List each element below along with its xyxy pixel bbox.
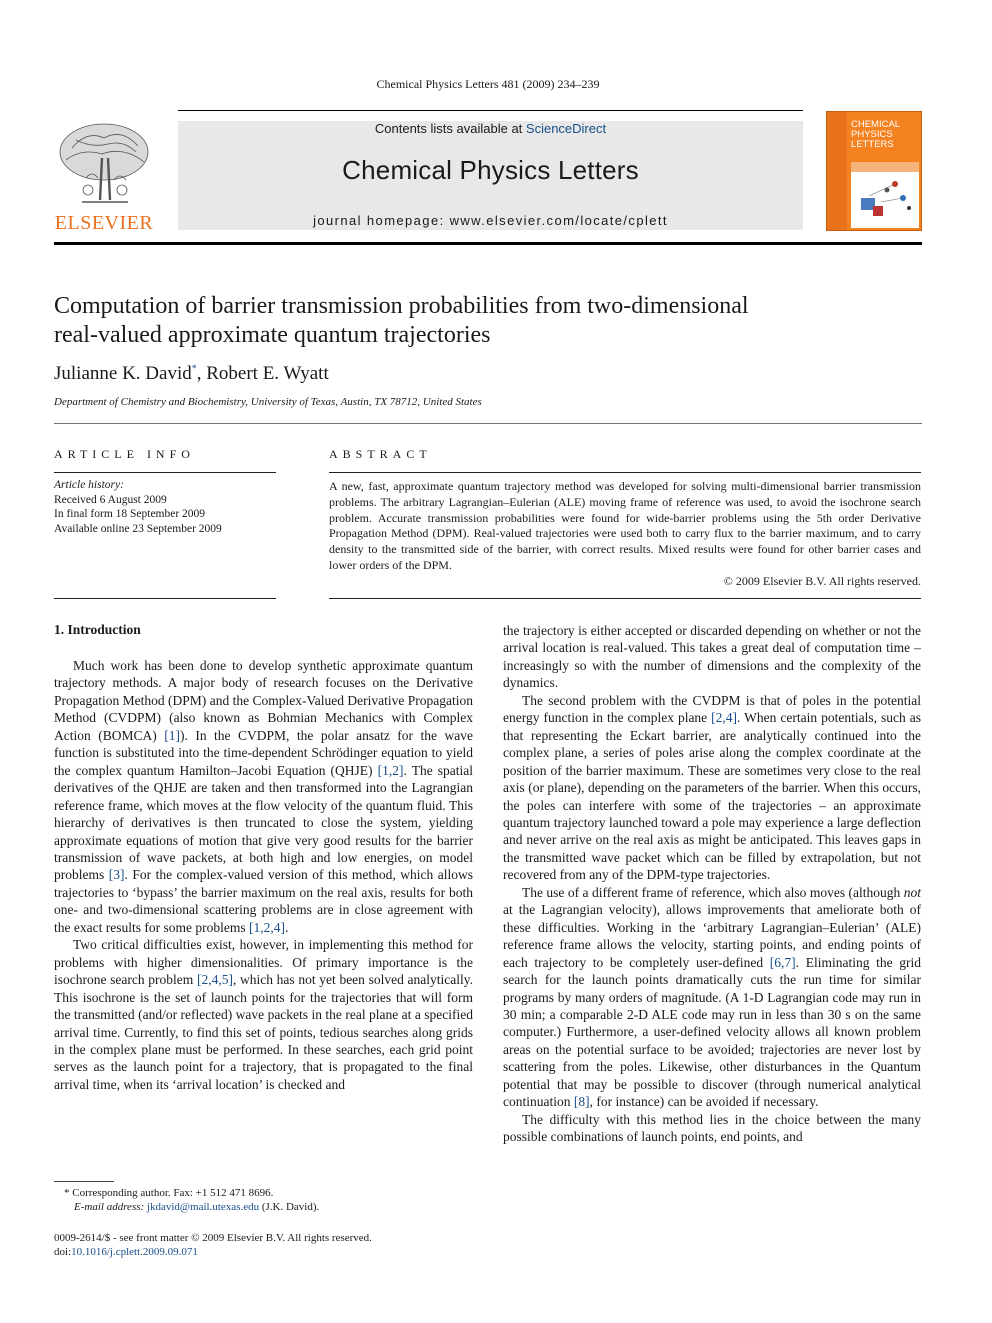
author-list — [54, 363, 329, 385]
masthead-bottom-rule — [54, 242, 922, 245]
citation-link[interactable]: [2,4] — [711, 710, 738, 726]
corresponding-author-note: Corresponding author. Fax: +1 512 471 8696. — [72, 1187, 274, 1199]
journal-title[interactable]: Chemical Physics Letters — [342, 155, 639, 185]
abstract-rule — [329, 472, 921, 473]
email-label: E-mail address: — [74, 1201, 147, 1213]
contents-line — [178, 121, 803, 136]
article-info-heading: ARTICLE INFO — [54, 447, 195, 461]
issn-line: 0009-2614/$ - see front matter © 2009 Elsevier B.V. All rights reserved. — [54, 1232, 372, 1244]
contents-prefix: Contents lists available at — [374, 121, 526, 136]
sciencedirect-link[interactable]: ScienceDirect — [525, 121, 607, 136]
paragraph: Two critical difficulties exist, however, in implementing this method for problems with higher dimensionalities. Of primary importance is the isochrone search problem [2,4,5], which has not yet been solved analytically. This isochrone is the set of launch points for the trajectories that will form the transmitted (and/or reflected) wave packets in the real plane at a specified arrival time. Currently, to find this set of points, tedious searches along grids in the complex plane must be performed. In these searches, each grid point serves as the launch point for a trajectory, that is propagated to the final arrival time, when its ‘arrival location’ is checked and — [54, 937, 473, 1092]
journal-homepage[interactable]: journal homepage: www.elsevier.com/locate/cplett — [313, 213, 668, 228]
abstract-copyright: © 2009 Elsevier B.V. All rights reserved. — [723, 574, 921, 588]
footnote-mark: * — [64, 1187, 70, 1199]
elsevier-tree-icon — [52, 118, 156, 214]
article-history — [54, 478, 276, 536]
paragraph: Much work has been done to develop synthetic approximate quantum trajectory methods. A major body of research focuses on the Derivative Propagation Method (DPM) and the Complex-Valued Derivative Propagation Method (CVDPM) (also known as Bohmian Mechanics with Complex Action (BOMCA) [1]). In the CVDPM, the polar ansatz for the wave function is substituted into the time-dependent Schrödinger equation to yield the complex quantum Hamilton–Jacobi Equation (QHJE) [1,2]. The spatial derivatives of the QHJE are taken and then transformed into the Lagrangian reference frame, which moves at the flow velocity of the quantum fluid. This hierarchy of derivatives is then truncated to close the system, yielding approximate equations of motion that give very good results for the barrier transmission of wave packets, at both high and low energies, on model problems [3]. For the complex-valued version of this method, which allows trajectories to ‘bypass’ the barrier maximum on the real axis, results for both one- and two-dimensional scattering problems are in close agreement with the exact results for some problems [1,2,4]. — [54, 658, 474, 935]
abstract-text: A new, fast, approximate quantum trajectory method was developed for solving multi-dimensional barrier transmission problems. The arbitrary Lagrangian–Eulerian (ALE) moving frame of reference was used, to avoid the isochrone search problem. Accurate transmission probabilities were found for wide-barrier problems using the 5th order Derivative Propagation Method (DPM). Real-valued trajectories were used both to carry flux to the barrier maximum, and to carry density to the transmitted side of the barrier, with correct results. Mixed results were found for other barrier cases and lower orders of the DPM. — [329, 479, 921, 572]
section-heading-introduction: 1. Introduction — [54, 622, 141, 637]
doi-prefix: doi: — [54, 1246, 72, 1258]
citation-link[interactable]: [1] — [164, 727, 180, 743]
cover-strip — [827, 112, 847, 230]
journal-cover-thumbnail[interactable] — [826, 111, 922, 231]
article-title: Computation of barrier transmission probabilities from two-dimensional real-valued approximate quantum trajectories — [54, 293, 749, 348]
history-label: Article history: — [54, 479, 124, 491]
received-date: Received 6 August 2009 — [54, 493, 167, 506]
citation-link[interactable]: [3] — [108, 867, 125, 883]
elsevier-logo[interactable] — [52, 118, 156, 234]
citation-link[interactable]: [2,4,5] — [196, 972, 233, 988]
paragraph: The difficulty with this method lies in the choice between the many possible combinations of launch points, end points, and — [503, 1111, 921, 1145]
online-date: Available online 23 September 2009 — [54, 522, 222, 535]
abstract-bottom-rule — [329, 598, 921, 599]
article-info-rule — [54, 472, 276, 473]
email-suffix: (J.K. David). — [259, 1201, 320, 1213]
elsevier-wordmark: ELSEVIER — [54, 212, 154, 234]
doi-link[interactable]: 10.1016/j.cplett.2009.09.071 — [71, 1246, 198, 1258]
body-column-right — [503, 622, 921, 1146]
corresponding-author-mark[interactable]: * — [191, 363, 197, 375]
citation-link[interactable]: [6,7] — [769, 954, 796, 970]
molecule-graphic-icon — [851, 162, 919, 228]
masthead-top-rule — [178, 110, 803, 111]
author-separator: , — [196, 363, 207, 384]
email-link[interactable]: jkdavid@mail.utexas.edu — [146, 1201, 260, 1213]
paragraph: The second problem with the CVDPM is that of poles in the potential energy function in the complex plane [2,4]. When certain potentials, such as that representing the Eckart barrier, are analytically continued into the complex plane, a series of poles arise along the complex coordinate at the position of the barrier maximum. These are sometimes very close to the real axis (or plane), depending on the parameters of the barrier. When this occurs, the poles can interfere with some of the trajectories – an approximate quantum trajectory launched toward a pole may experience a large deflection and never arrive on the real axis as might be anticipated. This leaves gaps in the transmitted wave packet which can be filled by extrapolation, but not recovered from any of the DPM-type trajectories. — [503, 692, 921, 883]
cover-artwork — [851, 162, 919, 228]
paragraph: the trajectory is either accepted or discarded depending on whether or not the arrival location is real-valued. This takes a great deal of computation time – increasingly so with the number of dimensions and the complexity of the dynamics. — [503, 623, 921, 691]
abstract-heading: ABSTRACT — [329, 447, 432, 461]
footnote-rule — [54, 1181, 114, 1182]
front-matter — [54, 1231, 474, 1259]
footnote — [54, 1186, 474, 1214]
body-column-left — [54, 657, 473, 1093]
final-form-date: In final form 18 September 2009 — [54, 508, 206, 520]
header-divider — [54, 423, 922, 424]
affiliation: Department of Chemistry and Biochemistry, University of Texas, Austin, TX 78712, United States — [54, 396, 482, 408]
citation-link[interactable]: [1,2,4] — [248, 919, 285, 935]
citation-link[interactable]: [8] — [573, 1094, 590, 1110]
cover-title: CHEMICAL PHYSICS LETTERS — [851, 119, 901, 150]
paragraph: The use of a different frame of reference, which also moves (although not at the Lagrangian velocity), allows improvements that ameliorate both of these difficulties. Working in the ‘arbitrary Lagrangian–Eulerian’ (ALE) reference frame allows the velocity, starting points, and ending points of each trajectory to be completely user-defined [6,7]. Eliminating the grid search for the launch points dramatically cuts the run time for similar programs by many orders of magnitude. (A 1-D Lagrangian code may run in 30 min; a comparable 2-D ALE code may run in less than 30 s on the same computer.) Furthermore, a user-defined velocity allows all known problem areas on the potential surface to be avoided; trajectories are never lost by scattering from the poles. Likewise, other disturbances in the Quantum potential that may be possible to discover (through numerical analytical continuation [8], for instance) can be avoided if necessary. — [503, 884, 921, 1110]
article-info-bottom-rule — [54, 598, 276, 599]
author-1[interactable]: Julianne K. David — [54, 363, 192, 384]
citation-link[interactable]: [1,2] — [377, 762, 404, 778]
author-2[interactable]: Robert E. Wyatt — [206, 363, 329, 384]
running-head: Chemical Physics Letters 481 (2009) 234–239 — [376, 77, 600, 91]
